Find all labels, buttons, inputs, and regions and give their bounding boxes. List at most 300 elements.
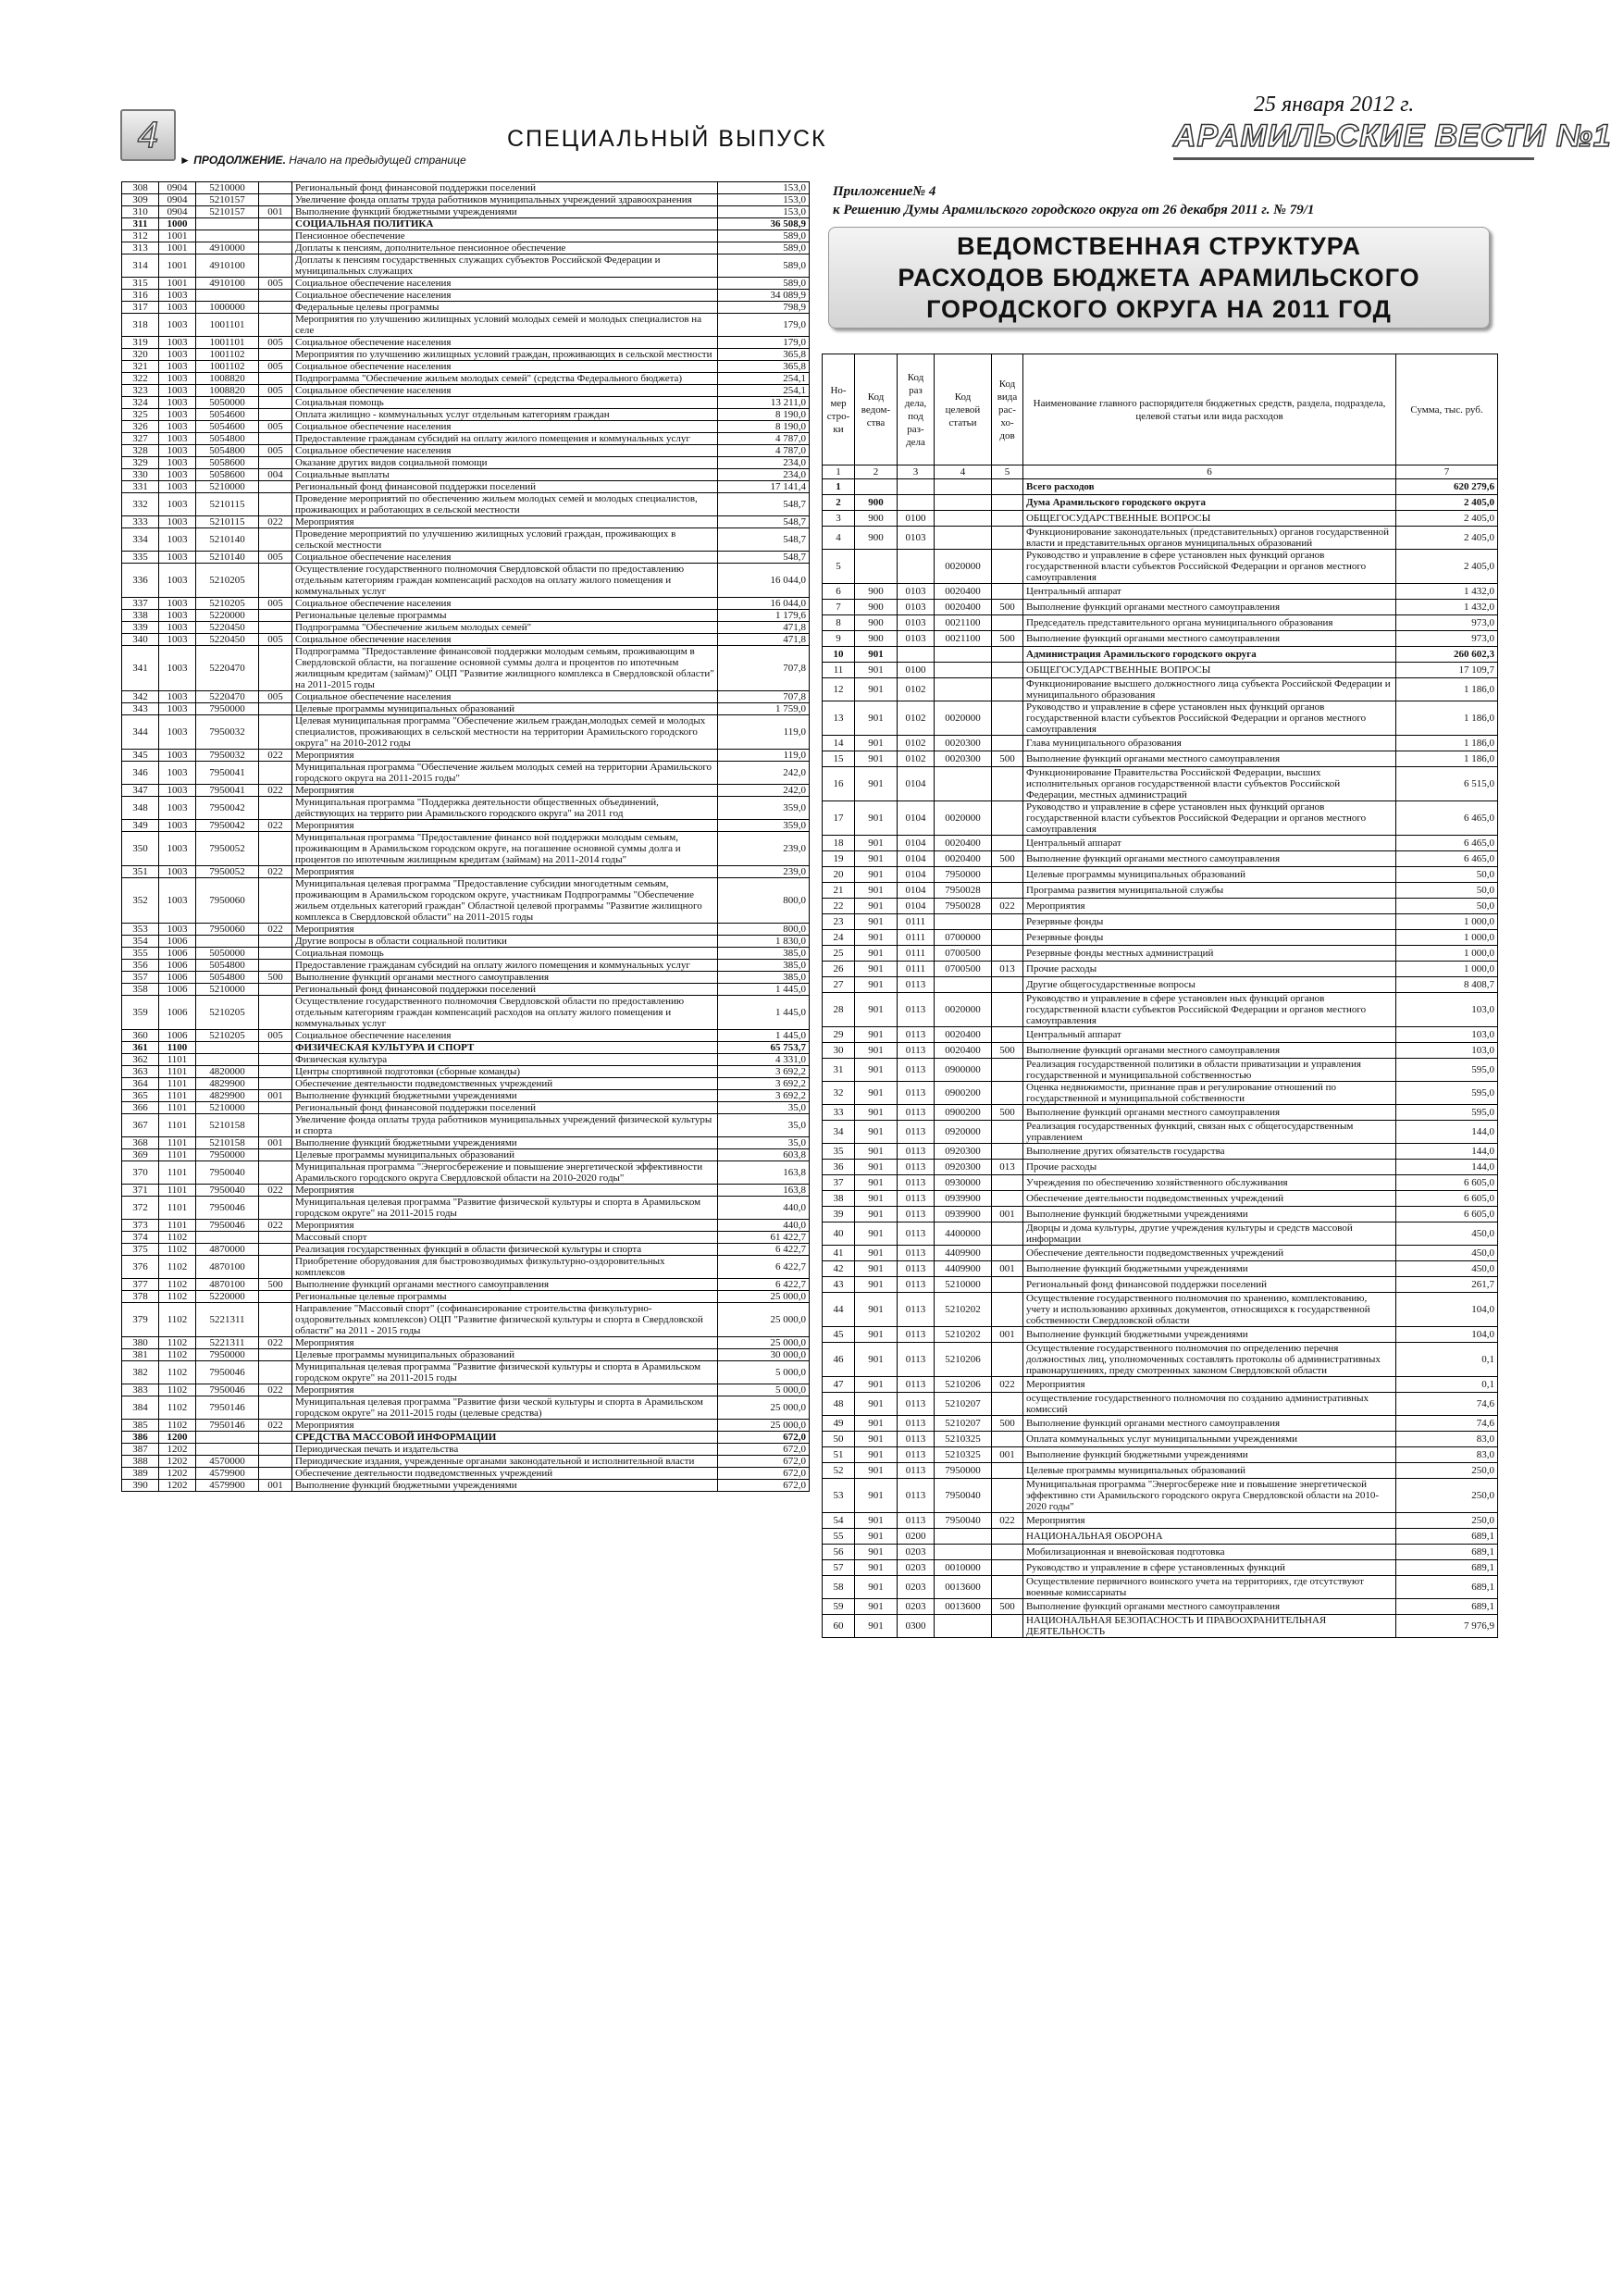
table-row [122, 1137, 810, 1149]
expense-type-code [992, 1479, 1023, 1513]
section-code: 0113 [898, 1293, 935, 1327]
item-name: Муниципальная программа "Предоставление финансо вой поддержки молодым семьям, проживающим в Арамильском городском округе, на погашение основной суммы долга и процентов по ипотечным жилищным кредитам (займам) на 2011-2014 годы" [292, 832, 718, 866]
expense-type-code [259, 528, 292, 552]
amount: 450,0 [1396, 1222, 1498, 1246]
department-code: 900 [855, 615, 898, 631]
item-name: Осуществление государственного полномочия Свердловской области по предоставлению отдельным категориям граждан компенсаций расходов на оплату жилого помещения и коммунальных услуг [292, 564, 718, 598]
section-code: 0113 [898, 1160, 935, 1175]
amount: 17 109,7 [1396, 663, 1498, 678]
item-name: Мероприятия [1023, 899, 1396, 914]
section-code: 0113 [898, 1027, 935, 1043]
amount: 239,0 [718, 832, 810, 866]
amount: 800,0 [718, 924, 810, 936]
section-code: 1003 [159, 528, 196, 552]
line-number: 26 [823, 962, 855, 977]
target-item-code: 7950028 [935, 883, 992, 899]
department-code: 900 [855, 495, 898, 511]
line-number: 41 [823, 1246, 855, 1261]
item-name: Функционирование высшего должностного лица субъекта Российской Федерации и муниципального образования [1023, 678, 1396, 701]
expense-type-code [259, 314, 292, 337]
line-number: 18 [823, 836, 855, 851]
target-item-code: 0020300 [935, 751, 992, 767]
item-name: СРЕДСТВА МАССОВОЙ ИНФОРМАЦИИ [292, 1432, 718, 1444]
section-code: 0104 [898, 883, 935, 899]
row-number: 347 [122, 785, 159, 797]
expense-type-code [992, 883, 1023, 899]
table-row [823, 899, 1498, 914]
item-name: Муниципальная целевая программа "Предоставление субсидии многодетным семьям, проживающим в Арамильском городском округе, участникам Подпрограммы "Обеспечение жильем отдельных категорий граждан" Областной целевой программы "Развитие жилищного комплекса в Свердловской области" на 2011-2015 годы [292, 878, 718, 924]
table-row [823, 550, 1498, 584]
amount: 689,1 [1396, 1599, 1498, 1615]
section-code: 0113 [898, 1261, 935, 1277]
amount: 603,8 [718, 1149, 810, 1161]
target-item-code: 5210206 [935, 1343, 992, 1377]
amount: 179,0 [718, 314, 810, 337]
table-row [122, 302, 810, 314]
department-code: 901 [855, 701, 898, 736]
item-name: Оказание других видов социальной помощи [292, 457, 718, 469]
amount: 672,0 [718, 1432, 810, 1444]
expense-type-code [259, 646, 292, 691]
line-number: 56 [823, 1545, 855, 1560]
expense-type-code: 500 [992, 851, 1023, 867]
expense-type-code [259, 373, 292, 385]
section-code: 0113 [898, 1479, 935, 1513]
department-code: 901 [855, 663, 898, 678]
amount: 1 445,0 [718, 1030, 810, 1042]
expense-type-code [992, 1293, 1023, 1327]
expense-type-code [992, 584, 1023, 600]
table-row [122, 1361, 810, 1384]
row-number: 356 [122, 960, 159, 972]
table-row [122, 1197, 810, 1220]
amount: 589,0 [718, 230, 810, 242]
table-row [122, 1444, 810, 1456]
target-item-code: 7950046 [196, 1197, 259, 1220]
expense-type-code: 022 [259, 1384, 292, 1396]
amount: 36 508,9 [718, 218, 810, 230]
table-row [823, 914, 1498, 930]
table-row [823, 962, 1498, 977]
section-code: 1003 [159, 866, 196, 878]
item-name: Целевые программы муниципальных образований [292, 1349, 718, 1361]
amount: 385,0 [718, 960, 810, 972]
expense-type-code: 001 [992, 1207, 1023, 1222]
expense-type-code [992, 914, 1023, 930]
row-number: 325 [122, 409, 159, 421]
row-number: 332 [122, 493, 159, 516]
amount: 83,0 [1396, 1432, 1498, 1447]
line-number: 39 [823, 1207, 855, 1222]
target-item-code: 5210157 [196, 206, 259, 218]
amount: 119,0 [718, 750, 810, 762]
department-code: 901 [855, 1293, 898, 1327]
section-code: 1102 [159, 1279, 196, 1291]
table-row [823, 1105, 1498, 1121]
table-row [122, 564, 810, 598]
row-number: 389 [122, 1468, 159, 1480]
target-item-code: 0700500 [935, 962, 992, 977]
department-code: 901 [855, 851, 898, 867]
item-name: Оплата коммунальных услуг муниципальными учреждениями [1023, 1432, 1396, 1447]
column-number: 6 [1023, 465, 1396, 479]
expense-type-code [992, 930, 1023, 946]
section-code: 1102 [159, 1384, 196, 1396]
expense-type-code: 500 [992, 751, 1023, 767]
amount: 707,8 [718, 646, 810, 691]
target-item-code: 4820000 [196, 1066, 259, 1078]
amount: 0,1 [1396, 1343, 1498, 1377]
section-code: 0203 [898, 1599, 935, 1615]
item-name: Социальное обеспечение населения [292, 1030, 718, 1042]
section-code: 0102 [898, 751, 935, 767]
table-row [823, 511, 1498, 527]
department-code: 901 [855, 836, 898, 851]
section-code: 1003 [159, 349, 196, 361]
expense-type-code [992, 977, 1023, 993]
item-name: Периодические издания, учрежденные органами законодательной и исполнительной власти [292, 1456, 718, 1468]
section-code: 1003 [159, 552, 196, 564]
expense-type-code [992, 1027, 1023, 1043]
item-name: Целевые программы муниципальных образований [1023, 867, 1396, 883]
row-number: 360 [122, 1030, 159, 1042]
expense-type-code: 001 [259, 1480, 292, 1492]
amount: 35,0 [718, 1114, 810, 1137]
item-name: Мероприятия по улучшению жилищных условий молодых семей и молодых специалистов на селе [292, 314, 718, 337]
line-number: 2 [823, 495, 855, 511]
target-item-code: 5054800 [196, 972, 259, 984]
target-item-code [935, 1615, 992, 1638]
amount: 6 605,0 [1396, 1175, 1498, 1191]
section-code: 0103 [898, 600, 935, 615]
row-number: 339 [122, 622, 159, 634]
amount: 3 692,2 [718, 1078, 810, 1090]
target-item-code: 1000000 [196, 302, 259, 314]
expense-type-code: 022 [259, 516, 292, 528]
row-number: 355 [122, 948, 159, 960]
target-item-code: 4829900 [196, 1090, 259, 1102]
table-row [122, 1232, 810, 1244]
target-item-code [196, 936, 259, 948]
line-number: 31 [823, 1059, 855, 1082]
target-item-code: 4910000 [196, 242, 259, 254]
target-item-code: 0020000 [935, 993, 992, 1027]
amount: 450,0 [1396, 1246, 1498, 1261]
expense-type-code: 013 [992, 962, 1023, 977]
amount: 440,0 [718, 1220, 810, 1232]
item-name: Реализация государственной политики в области приватизации и управления государственной и муниципальной собственностью [1023, 1059, 1396, 1082]
line-number: 46 [823, 1343, 855, 1377]
row-number: 312 [122, 230, 159, 242]
item-name: Администрация Арамильского городского округа [1023, 647, 1396, 663]
target-item-code: 5210000 [196, 1102, 259, 1114]
amount: 261,7 [1396, 1277, 1498, 1293]
table-row [122, 278, 810, 290]
item-name: Приобретение оборудования для быстровозводимых физкультурно-оздоровительных комплексов [292, 1256, 718, 1279]
amount: 6 465,0 [1396, 801, 1498, 836]
amount: 50,0 [1396, 899, 1498, 914]
table-row [823, 1261, 1498, 1277]
amount: 5 000,0 [718, 1384, 810, 1396]
row-number: 354 [122, 936, 159, 948]
department-code: 901 [855, 1222, 898, 1246]
expense-type-code [259, 1396, 292, 1420]
table-row [823, 1327, 1498, 1343]
item-name: Выполнение функций органами местного самоуправления [292, 972, 718, 984]
amount: 25 000,0 [718, 1303, 810, 1337]
table-row [823, 767, 1498, 801]
expense-type-code [259, 397, 292, 409]
line-number: 5 [823, 550, 855, 584]
section-code: 0203 [898, 1576, 935, 1599]
section-code: 0113 [898, 1343, 935, 1377]
header-name: Наименование главного распорядителя бюджетных средств, раздела, подраздела, целевой статьи или вида расходов [1023, 354, 1396, 465]
item-name: Мероприятия [292, 785, 718, 797]
row-number: 381 [122, 1349, 159, 1361]
amount: 239,0 [718, 866, 810, 878]
table-row [823, 1513, 1498, 1529]
table-row [823, 867, 1498, 883]
item-name: Муниципальная целевая программа "Развитие физической культуры и спорта в Арамильском городском округе" на 2011-2015 годы [292, 1361, 718, 1384]
table-row [122, 691, 810, 703]
table-row [122, 349, 810, 361]
expense-type-code [259, 1468, 292, 1480]
row-number: 370 [122, 1161, 159, 1185]
section-code: 1006 [159, 960, 196, 972]
section-code: 0200 [898, 1529, 935, 1545]
table-row [823, 1615, 1498, 1638]
expense-type-code: 022 [259, 750, 292, 762]
amount: 1 000,0 [1396, 946, 1498, 962]
section-code: 1003 [159, 409, 196, 421]
target-item-code [196, 1042, 259, 1054]
department-code: 901 [855, 1261, 898, 1277]
target-item-code: 5210000 [935, 1277, 992, 1293]
target-item-code: 5210115 [196, 516, 259, 528]
header-amount: Сумма, тыс. руб. [1396, 354, 1498, 465]
target-item-code: 5054800 [196, 445, 259, 457]
target-item-code [935, 678, 992, 701]
target-item-code: 0939900 [935, 1191, 992, 1207]
department-code: 901 [855, 647, 898, 663]
amount: 2 405,0 [1396, 550, 1498, 584]
row-number: 375 [122, 1244, 159, 1256]
expense-type-code [259, 182, 292, 194]
table-row [823, 1479, 1498, 1513]
table-row [823, 1082, 1498, 1105]
item-name: Доплаты к пенсиям, дополнительное пенсионное обеспечение [292, 242, 718, 254]
column-number: 5 [992, 465, 1023, 479]
amount: 35,0 [718, 1137, 810, 1149]
section-code: 0113 [898, 1393, 935, 1416]
amount: 798,9 [718, 302, 810, 314]
section-code: 1200 [159, 1432, 196, 1444]
header-department-code: Код ведом-ства [855, 354, 898, 465]
section-code: 1101 [159, 1114, 196, 1137]
target-item-code: 7950046 [196, 1361, 259, 1384]
row-number: 383 [122, 1384, 159, 1396]
expense-type-code: 022 [259, 1420, 292, 1432]
table-row [122, 385, 810, 397]
item-name: Направление "Массовый спорт" (софинансирование строительства физкультурно-оздоровительных комплексов) ОЦП "Развитие физической культуры и спорта в Свердловской области" на 2011 - 2015 годы [292, 1303, 718, 1337]
table-row [823, 1207, 1498, 1222]
item-name: Мероприятия по улучшению жилищных условий граждан, проживающих в сельской местности [292, 349, 718, 361]
line-number: 38 [823, 1191, 855, 1207]
line-number: 15 [823, 751, 855, 767]
row-number: 358 [122, 984, 159, 996]
item-name: Подпрограмма "Предоставление финансовой поддержки молодым семьям, проживающим в Свердловской области, на погашение основной суммы долга и процентов по ипотечным жилищным кредитам (займам)" ОЦП "Развитие жилищного комплекса в Свердловской области" на 2011-2015 годы [292, 646, 718, 691]
expense-type-code: 001 [259, 1090, 292, 1102]
section-code: 1101 [159, 1197, 196, 1220]
item-name: Выполнение функций бюджетными учреждениями [1023, 1207, 1396, 1222]
expense-type-code [259, 433, 292, 445]
continuation-label: ПРОДОЛЖЕНИЕ. [193, 154, 286, 167]
expense-type-code [259, 1042, 292, 1054]
item-name: Реализация государственных функций в области физической культуры и спорта [292, 1244, 718, 1256]
amount: 1 432,0 [1396, 584, 1498, 600]
item-name: Выполнение функций органами местного самоуправления [1023, 1599, 1396, 1615]
item-name: НАЦИОНАЛЬНАЯ БЕЗОПАСНОСТЬ И ПРАВООХРАНИТЕЛЬНАЯ ДЕЯТЕЛЬНОСТЬ [1023, 1615, 1396, 1638]
amount: 4 787,0 [718, 433, 810, 445]
item-name: Увеличение фонда оплаты труда работников муниципальных учреждений физической культуры и спорта [292, 1114, 718, 1137]
expense-type-code [992, 1432, 1023, 1447]
row-number: 337 [122, 598, 159, 610]
target-item-code [935, 977, 992, 993]
target-item-code: 5210202 [935, 1293, 992, 1327]
document-title-box [828, 227, 1490, 329]
amount: 589,0 [718, 254, 810, 278]
table-row [823, 1277, 1498, 1293]
expense-type-code [992, 479, 1023, 495]
item-name: Социальное обеспечение населения [292, 278, 718, 290]
expense-type-code [992, 1121, 1023, 1144]
item-name: Прочие расходы [1023, 962, 1396, 977]
table-row [122, 703, 810, 715]
section-code: 1003 [159, 797, 196, 820]
target-item-code: 0020400 [935, 584, 992, 600]
target-item-code: 7950032 [196, 715, 259, 750]
section-code: 0104 [898, 767, 935, 801]
row-number: 317 [122, 302, 159, 314]
amount: 13 211,0 [718, 397, 810, 409]
target-item-code: 0010000 [935, 1560, 992, 1576]
department-code: 901 [855, 1191, 898, 1207]
target-item-code: 7950032 [196, 750, 259, 762]
item-name: Выполнение функций органами местного самоуправления [1023, 1105, 1396, 1121]
amount: 25 000,0 [718, 1396, 810, 1420]
amount: 1 186,0 [1396, 736, 1498, 751]
row-number: 308 [122, 182, 159, 194]
department-code: 901 [855, 1277, 898, 1293]
amount: 3 692,2 [718, 1090, 810, 1102]
expense-type-code: 005 [259, 361, 292, 373]
line-number: 28 [823, 993, 855, 1027]
expense-type-code [259, 1256, 292, 1279]
table-row [122, 866, 810, 878]
row-number: 350 [122, 832, 159, 866]
section-code: 0113 [898, 1105, 935, 1121]
table-row [122, 528, 810, 552]
table-header-row [823, 354, 1498, 465]
item-name: Осуществление государственного полномочия по определению перечня должностных лиц, уполномоченных составлять протоколы об административных правонарушениях, преду смотренных законом Свердловской области [1023, 1343, 1396, 1377]
amount: 8 190,0 [718, 409, 810, 421]
item-name: Региональный фонд финансовой поддержки поселений [1023, 1277, 1396, 1293]
target-item-code: 0020000 [935, 701, 992, 736]
expense-type-code: 005 [259, 385, 292, 397]
target-item-code [935, 479, 992, 495]
expense-type-code: 001 [992, 1261, 1023, 1277]
expense-type-code [992, 1222, 1023, 1246]
section-code: 1202 [159, 1456, 196, 1468]
row-number: 387 [122, 1444, 159, 1456]
target-item-code: 5220000 [196, 610, 259, 622]
item-name: Функционирование Правительства Российской Федерации, высших исполнительных органов государственной власти субъектов Российской Федерации, местных администраций [1023, 767, 1396, 801]
section-code: 0113 [898, 1463, 935, 1479]
row-number: 336 [122, 564, 159, 598]
section-code: 0113 [898, 1447, 935, 1463]
target-item-code: 7950040 [935, 1479, 992, 1513]
table-row [823, 930, 1498, 946]
target-item-code: 0920000 [935, 1121, 992, 1144]
section-code: 1102 [159, 1232, 196, 1244]
section-code: 1101 [159, 1054, 196, 1066]
row-number: 359 [122, 996, 159, 1030]
expense-type-code: 022 [992, 899, 1023, 914]
target-item-code: 5210158 [196, 1137, 259, 1149]
expense-type-code: 022 [259, 1185, 292, 1197]
expense-type-code: 022 [259, 1337, 292, 1349]
item-name: Выполнение функций органами местного самоуправления [1023, 631, 1396, 647]
department-code: 901 [855, 993, 898, 1027]
row-number: 345 [122, 750, 159, 762]
amount: 707,8 [718, 691, 810, 703]
line-number: 16 [823, 767, 855, 801]
department-code: 901 [855, 962, 898, 977]
expense-type-code [992, 1277, 1023, 1293]
section-code: 1003 [159, 290, 196, 302]
target-item-code: 5210325 [935, 1432, 992, 1447]
table-row [122, 314, 810, 337]
table-row [823, 1599, 1498, 1615]
target-item-code: 7950000 [196, 1349, 259, 1361]
item-name: Региональный фонд финансовой поддержки поселений [292, 481, 718, 493]
expense-type-code [259, 1149, 292, 1161]
section-code: 0104 [898, 851, 935, 867]
table-row [122, 1303, 810, 1337]
amount: 672,0 [718, 1444, 810, 1456]
section-code: 0113 [898, 1377, 935, 1393]
amount: 7 976,9 [1396, 1615, 1498, 1638]
section-code: 0100 [898, 511, 935, 527]
amount: 6 465,0 [1396, 836, 1498, 851]
row-number: 371 [122, 1185, 159, 1197]
amount: 365,8 [718, 349, 810, 361]
department-code: 901 [855, 1082, 898, 1105]
table-row [823, 1560, 1498, 1576]
target-item-code: 4870100 [196, 1279, 259, 1291]
target-item-code: 7950000 [196, 703, 259, 715]
section-code: 1003 [159, 445, 196, 457]
table-row [122, 936, 810, 948]
column-number: 1 [823, 465, 855, 479]
line-number: 23 [823, 914, 855, 930]
table-row [122, 397, 810, 409]
item-name: Выполнение функций органами местного самоуправления [292, 1279, 718, 1291]
department-code: 900 [855, 631, 898, 647]
target-item-code: 7950060 [196, 878, 259, 924]
target-item-code: 5220450 [196, 622, 259, 634]
item-name: Другие общегосударственные вопросы [1023, 977, 1396, 993]
